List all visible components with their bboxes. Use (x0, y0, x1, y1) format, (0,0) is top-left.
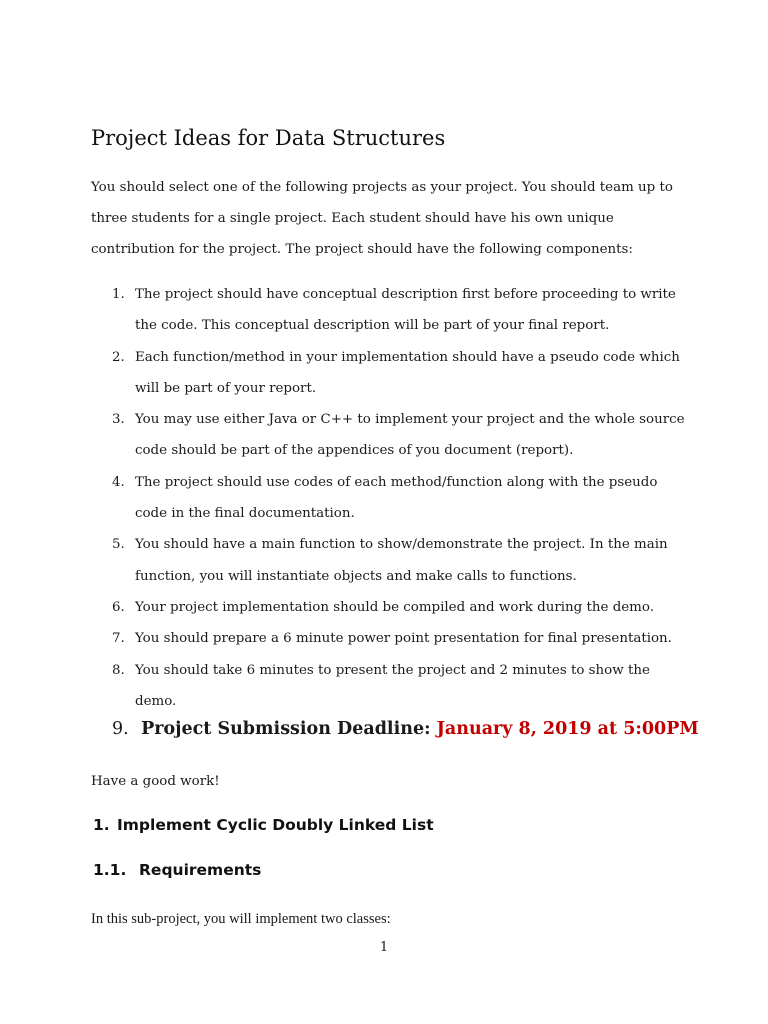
subsection-title: Requirements (139, 861, 262, 879)
intro-line: contribution for the project. The project should have the following components: (91, 242, 633, 257)
section-number: 1. (93, 816, 110, 834)
deadline-date: January 8, 2019 at 5:00PM (436, 719, 699, 739)
list-item-number: 4. (112, 474, 125, 490)
intro-line: You should select one of the following projects as your project. You should team up to (91, 180, 673, 195)
list-item (91, 342, 691, 405)
list-item-line: You may use either Java or C++ to implement your project and the whole source (135, 412, 685, 428)
list-item-line: You should take 6 minutes to present the project and 2 minutes to show the (135, 662, 650, 678)
list-item (91, 404, 691, 467)
list-item (91, 655, 691, 718)
list-item-line: the code. This conceptual description will be part of your final report. (135, 318, 610, 334)
list-item (91, 279, 691, 342)
subproject-paragraph: In this sub-project, you will implement two classes: (91, 911, 391, 927)
list-item-line: The project should have conceptual description first before proceeding to write (135, 287, 676, 302)
list-item-line: The project should use codes of each method/function along with the pseudo (135, 474, 658, 490)
list-item-line: Your project implementation should be compiled and work during the demo. (135, 599, 654, 615)
list-item-line: You should prepare a 6 minute power point presentation for final presentation. (135, 631, 672, 647)
list-item-line: code in the final documentation. (135, 506, 355, 522)
deadline-number: 9. (112, 719, 129, 739)
list-item (91, 592, 691, 623)
list-item-number: 3. (112, 412, 125, 428)
list-item-number: 2. (112, 349, 125, 365)
closing-text: Have a good work! (91, 774, 220, 789)
list-item-line: demo. (135, 693, 177, 709)
page-title: Project Ideas for Data Structures (91, 126, 446, 150)
list-item-line: code should be part of the appendices of you document (report). (135, 443, 574, 459)
list-item-line: will be part of your report. (135, 380, 317, 396)
list-item-line: function, you will instantiate objects and make calls to functions. (135, 568, 577, 584)
deadline-label: Project Submission Deadline: (141, 719, 431, 739)
components-list (91, 279, 691, 717)
section-heading (93, 816, 434, 834)
list-item-line: Each function/method in your implementation should have a pseudo code which (135, 349, 680, 365)
list-item (91, 529, 691, 592)
subsection-heading (93, 861, 261, 879)
list-item (91, 623, 691, 654)
intro-line: three students for a single project. Each student should have his own unique (91, 211, 614, 226)
list-item-number: 8. (112, 662, 125, 678)
page-number: 1 (379, 940, 389, 955)
list-item-number: 5. (112, 537, 125, 553)
section-title: Implement Cyclic Doubly Linked List (117, 816, 434, 834)
list-item-number: 6. (112, 599, 125, 615)
list-item (91, 467, 691, 530)
list-item-line: You should have a main function to show/demonstrate the project. In the main (135, 537, 668, 553)
submission-deadline (112, 719, 699, 739)
subsection-number: 1.1. (93, 861, 127, 879)
intro-paragraph (91, 172, 691, 265)
list-item-number: 1. (112, 287, 125, 302)
list-item-number: 7. (112, 631, 125, 647)
